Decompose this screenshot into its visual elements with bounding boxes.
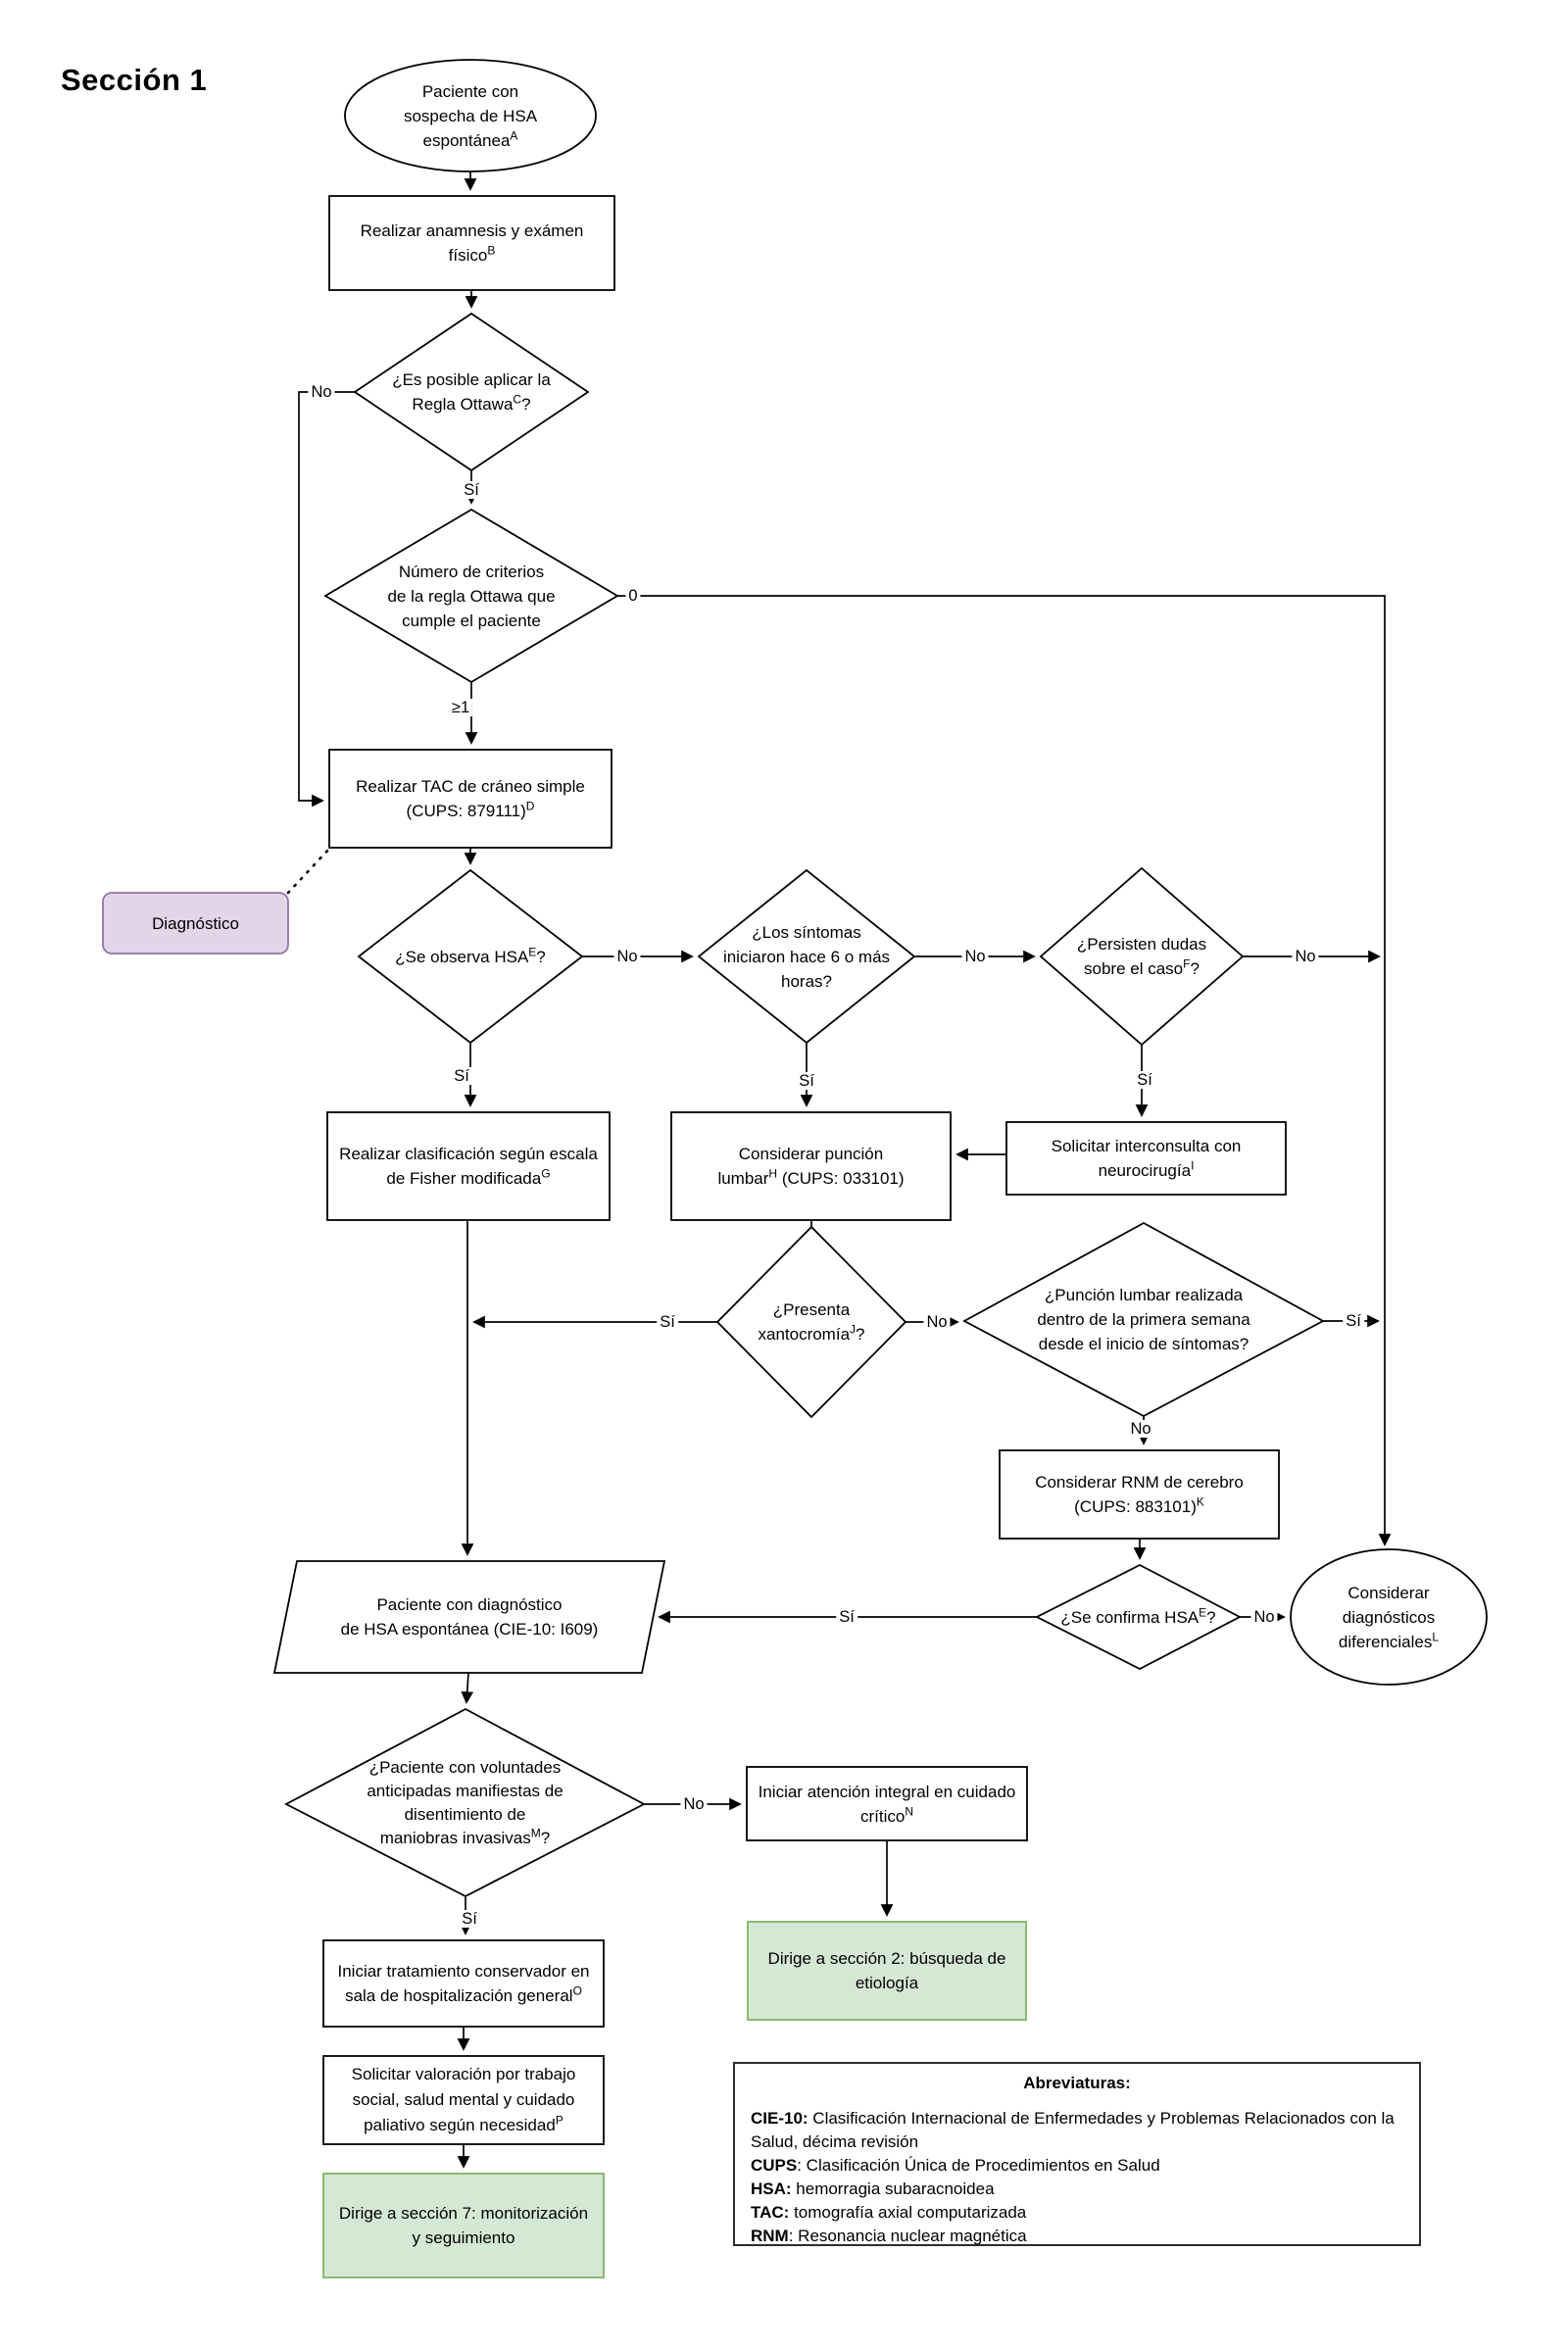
valoracion-label: Solicitar valoración por trabajo social, salud mental y cuidado paliativo según necesidad$^P$ [351,2065,576,2134]
edge-label-observa-si: Sí [451,1067,472,1085]
edge-diagnostico-voluntades [466,1673,468,1702]
xantocromia-label: ¿Presenta xantocromía$^J$? [758,1300,865,1344]
edge-label-sintomas-no: No [961,948,988,965]
edge-label-ottawa-si: Sí [461,481,482,499]
puncion-lumbar-label: Considerar punción lumbar$^H$ (CUPS: 033101) [717,1145,905,1188]
seccion7-label: Dirige a sección 7: monitorización y seguimiento [338,2204,589,2247]
conservador-label: Iniciar tratamiento conservador en sala de hospitalización general$^O$ [337,1962,590,2005]
abbreviation-item: HSA: hemorragia subaracnoidea [751,2179,995,2198]
edge-label-plsemana-si: Sí [1343,1312,1364,1330]
seccion2-label: Dirige a sección 2: búsqueda de etiología [767,1949,1006,1992]
abbreviation-item: RNM: Resonancia nuclear magnética [751,2227,1027,2245]
edge-diagnostico-dotted [288,849,329,893]
edge-label-confirma-si: Sí [836,1608,858,1626]
edge-label-criteria-zero: 0 [625,587,640,605]
ottawa-possible-label: ¿Es posible aplicar la Regla Ottawa$^C$? [392,370,551,414]
cuidado-critico-label: Iniciar atención integral en cuidado crítico$^N$ [758,1782,1016,1826]
edge-label-dudas-si: Sí [1134,1071,1155,1089]
abbreviations-box [733,2062,1421,2246]
abbreviation-item: CUPS: Clasificación Única de Procedimientos en Salud [751,2156,1160,2175]
observa-hsa-label: ¿Se observa $HSA^E$? [395,944,546,966]
edge-label-criteria-gte1: ≥1 [449,699,472,716]
abbreviation-item: CIE-10: Clasificación Internacional de Enfermedades y Problemas Relacionados con la Salud, décima revisión [751,2109,1395,2151]
anamnesis-label: Realizar anamnesis y exámen físico$^B$ [360,221,584,265]
confirma-hsa-label: ¿Se confirma $HSA^E$? [1060,1604,1216,1627]
edge-label-voluntades-si: Sí [459,1910,480,1928]
interconsulta-label: Solicitar interconsulta con neurocirugía$^I$ [1051,1137,1242,1180]
edge-label-xantocromia-si: Sí [657,1313,678,1331]
edge-label-sintomas-si: Sí [796,1072,817,1090]
diagnostico-hsa-label: Paciente con diagnóstico de HSA espontánea (CIE-10: I609) [340,1595,599,1639]
rnm-label: Considerar RNM de cerebro (CUPS: 883101)$^K$ [1035,1473,1244,1516]
voluntades-label: ¿Paciente con voluntades anticipadas manifiestas de disentimiento de maniobras invasivas$^M$? [367,1757,564,1847]
abbreviations-title: Abreviaturas: [1023,2074,1131,2092]
tac-label: Realizar TAC de cráneo simple (CUPS: 879111)$^D$ [356,777,585,820]
edge-label-dudas-no: No [1292,948,1318,965]
abbreviation-item: TAC: tomografía axial computarizada [751,2203,1027,2222]
sintomas-label: ¿Los síntomas iniciaron hace 6 o más horas? [722,922,891,991]
diferenciales-label: Considerar diagnósticos diferenciales$^L$ [1338,1583,1440,1651]
edge-label-plsemana-no: No [1127,1420,1153,1438]
page-title: Sección 1 [61,63,208,97]
edge-label-observa-no: No [613,948,640,965]
persisten-dudas-label: ¿Persisten dudas sobre el caso$^F$? [1076,935,1207,978]
edge-label-ottawa-no: No [308,383,334,401]
edge-label-voluntades-no: No [680,1795,707,1813]
pl-semana-label: ¿Punción lumbar realizada dentro de la primera semana desde el inicio de síntomas? [1037,1286,1250,1353]
diagnostico-tag-label: Diagnóstico [152,913,239,933]
start-label: Paciente con sospecha de HSA espontánea$^A$ [403,81,538,150]
ottawa-criteria-label: Número de criterios de la regla Ottawa que cumple el paciente [387,562,556,630]
edge-label-confirma-no: No [1250,1608,1277,1626]
fisher-label: Realizar clasificación según escala de Fisher modificada$^G$ [339,1145,598,1188]
edge-label-xantocromia-no: No [923,1313,950,1331]
